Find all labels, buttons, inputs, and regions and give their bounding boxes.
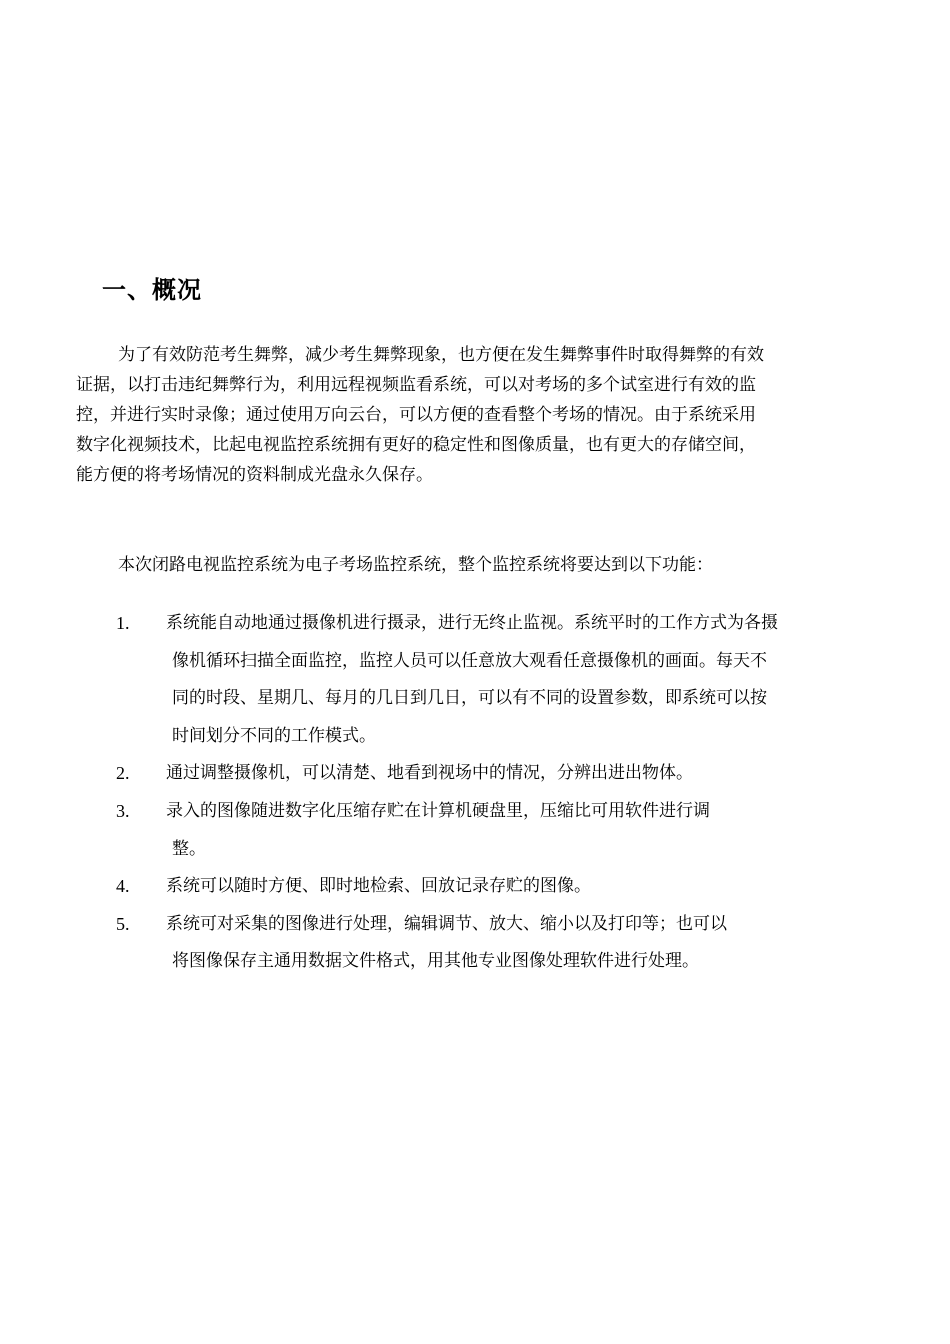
list-item-number: 4. [116,876,130,897]
list-item-line: 同的时段、星期几、每月的几日到几日，可以有不同的设置参数，即系统可以按 [172,688,767,709]
list-item-line: 整。 [172,838,206,859]
list-item-line: 像机循环扫描全面监控，监控人员可以任意放大观看任意摄像机的画面。每天不 [172,650,767,671]
list-item-line: 系统能自动地通过摄像机进行摄录，进行无终止监视。系统平时的工作方式为各摄 [166,613,778,633]
list-item-number: 1. [116,613,130,633]
intro-line: 为了有效防范考生舞弊，减少考生舞弊现象，也方便在发生舞弊事件时取得舞弊的有效 [118,345,764,365]
intro-line: 数字化视频技术，比起电视监控系统拥有更好的稳定性和图像质量，也有更大的存储空间， [76,435,756,455]
list-item-text [166,608,876,758]
list-item-number: 5. [116,913,130,934]
list-item-text [166,796,876,871]
list-item [116,909,876,984]
list-item-line: 时间划分不同的工作模式。 [172,725,376,746]
list-item [116,871,876,909]
list-item-line: 将图像保存主通用数据文件格式，用其他专业图像处理软件进行处理。 [172,951,699,972]
summary-paragraph: 本次闭路电视监控系统为电子考场监控系统，整个监控系统将要达到以下功能： [118,555,713,575]
section-heading: 一、概况 [102,276,202,304]
list-item-line: 系统可以随时方便、即时地检索、回放记录存贮的图像。 [166,876,591,897]
list-item [116,796,876,871]
intro-line: 能方便的将考场情况的资料制成光盘永久保存。 [76,465,433,485]
list-item-number: 2. [116,763,130,784]
feature-list [116,608,876,984]
list-item-text [166,909,876,984]
list-item-text [166,758,876,796]
list-item-line: 录入的图像随进数字化压缩存贮在计算机硬盘里，压缩比可用软件进行调 [166,800,710,821]
list-item-line: 通过调整摄像机，可以清楚、地看到视场中的情况，分辨出进出物体。 [166,763,693,784]
intro-line: 证据，以打击违纪舞弊行为，利用远程视频监看系统，可以对考场的多个试室进行有效的监 [76,375,756,395]
list-item-text [166,871,876,909]
intro-line: 控，并进行实时录像；通过使用万向云台，可以方便的查看整个考场的情况。由于系统采用 [76,405,756,425]
list-item [116,608,876,758]
intro-paragraph [76,340,866,490]
list-item-number: 3. [116,800,130,821]
list-item-line: 系统可对采集的图像进行处理，编辑调节、放大、缩小以及打印等；也可以 [166,913,727,934]
list-item [116,758,876,796]
